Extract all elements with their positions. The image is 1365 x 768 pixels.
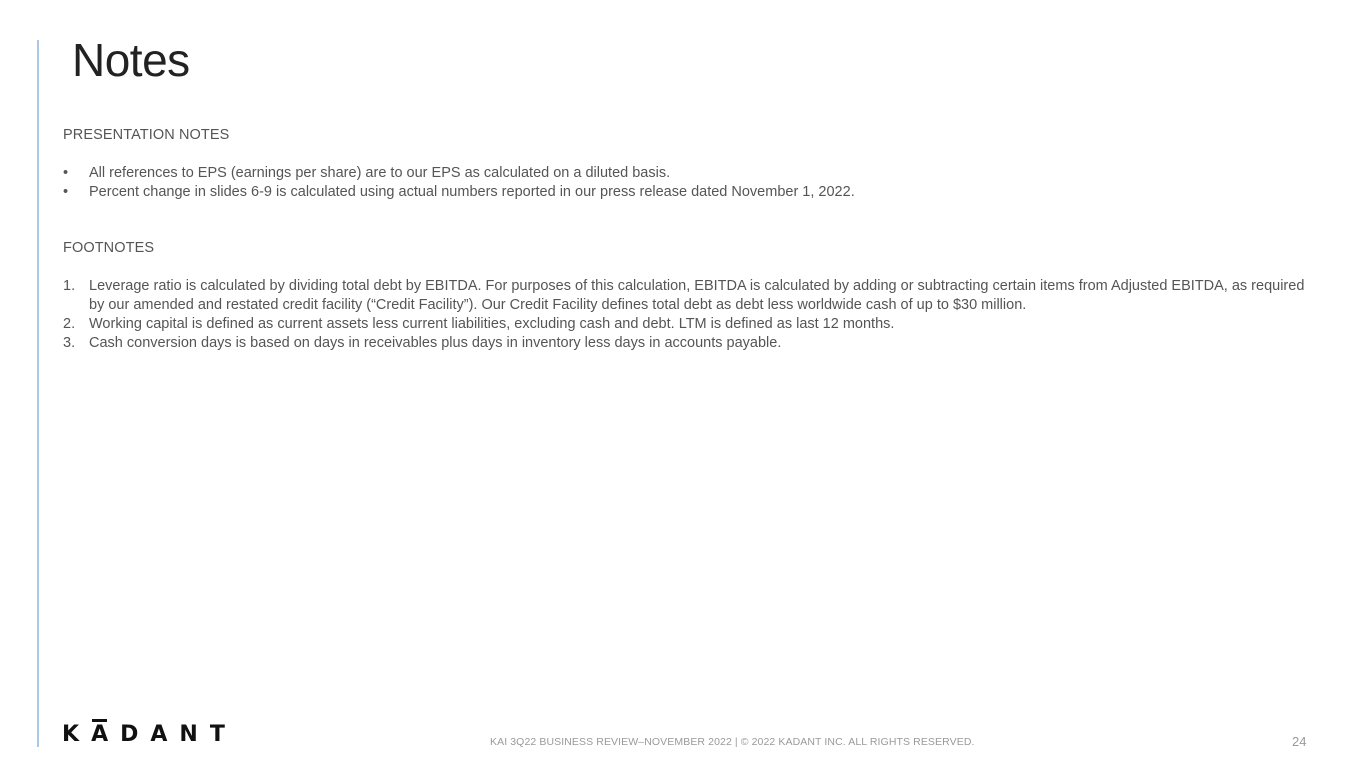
list-item-text: All references to EPS (earnings per share) are to our EPS as calculated on a diluted basis. <box>89 165 671 181</box>
number-marker: 2. <box>63 316 76 332</box>
footer-copyright: KAI 3Q22 BUSINESS REVIEW–NOVEMBER 2022 | © 2022 KADANT INC. ALL RIGHTS RESERVED. <box>490 736 975 748</box>
presentation-notes-list <box>63 164 1308 202</box>
list-item <box>63 334 1308 353</box>
page-number: 24 <box>1292 734 1307 749</box>
bullet-marker: • <box>63 184 69 200</box>
list-item <box>63 277 1308 315</box>
footnotes-heading: FOOTNOTES <box>63 240 155 256</box>
list-item-text: Leverage ratio is calculated by dividing total debt by EBITDA. For purposes of this calculation, EBITDA is calculated by adding or subtracting certain items from Adjusted EBITDA, as required by our amended and restated credit facility (“Credit Facility”). Our Credit Facility defines total debt as debt less worldwide cash of up to $30 million. <box>89 278 1305 313</box>
number-marker: 3. <box>63 335 76 351</box>
list-item <box>63 315 1308 334</box>
accent-line <box>37 40 39 747</box>
list-item <box>63 183 1308 202</box>
kadant-logo: K A D A N T <box>62 722 225 747</box>
list-item-text: Percent change in slides 6-9 is calculated using actual numbers reported in our press release dated November 1, 2022. <box>89 184 855 200</box>
presentation-notes-heading: PRESENTATION NOTES <box>63 127 230 143</box>
list-item <box>63 164 1308 183</box>
number-marker: 1. <box>63 278 76 294</box>
bullet-marker: • <box>63 165 69 181</box>
page-title: Notes <box>72 34 190 86</box>
list-item-text: Cash conversion days is based on days in receivables plus days in inventory less days in accounts payable. <box>89 335 782 351</box>
list-item-text: Working capital is defined as current assets less current liabilities, excluding cash and debt. LTM is defined as last 12 months. <box>89 316 895 332</box>
footnotes-list <box>63 277 1308 353</box>
